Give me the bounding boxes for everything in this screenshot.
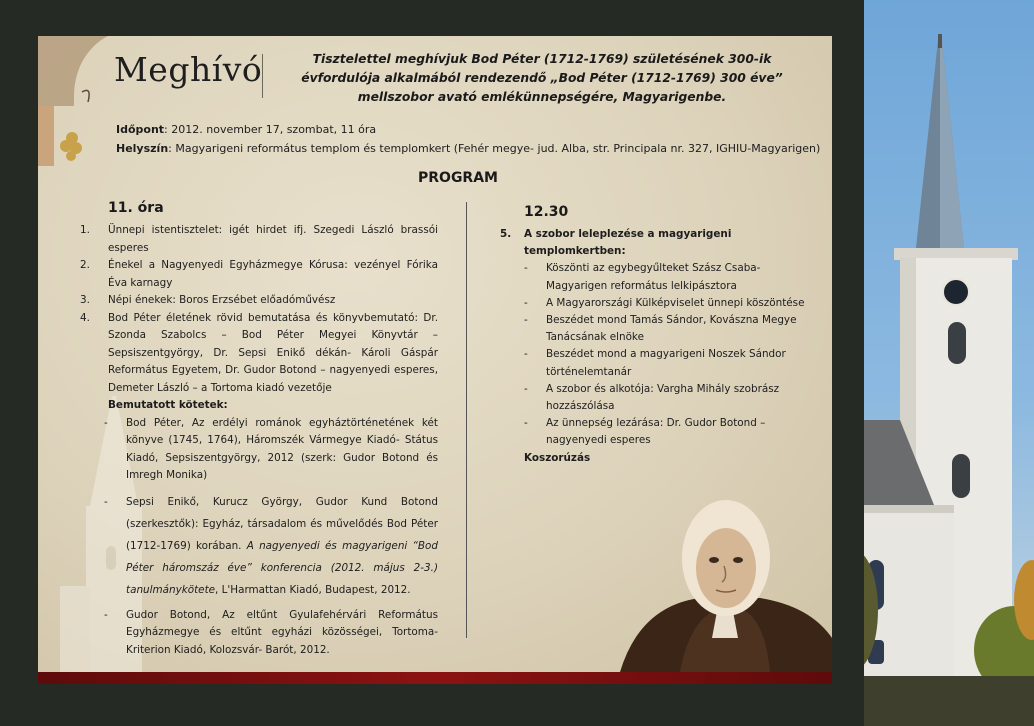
list-item: 3. Népi énekek: Boros Erzsébet előadóművész bbox=[80, 294, 336, 306]
list-item: 2. Énekel a Nagyenyedi Egyházmegye Kórusa: vezényel Fórika Éva karnagy bbox=[80, 259, 438, 289]
sub-item: - Beszédet mond a magyarigeni Noszek Sándor történelemtanár bbox=[524, 348, 786, 378]
bod-peter-portrait bbox=[620, 488, 832, 672]
list-item: 5. A szobor leleplezése a magyarigeni templomkertben: bbox=[500, 228, 732, 258]
date-value: : 2012. november 17, szombat, 11 óra bbox=[164, 123, 377, 136]
title-divider bbox=[262, 54, 263, 98]
invitation-text: Tisztelettel meghívjuk Bod Péter (1712-1769) születésének 300-ik évfordulója alkalmából rendezendő „Bod Péter (1712-1769) 300 éve” mellszobor avató emlékünnepségére, Magyarigenbe. bbox=[301, 52, 783, 104]
right-column bbox=[500, 226, 810, 467]
book-item: - Sepsi Enikő, Kurucz György, Gudor Kund Botond (szerkesztők): Egyház, társadalom és művelődés Bod Péter (1712-1769) korában. A nagyenyedi és magyarigeni “Bod Péter háromszáz éve” konferencia (2012. május 2-3.) tanulmánykötete, L'Harmattan Kiadó, Budapest, 2012. bbox=[104, 495, 439, 596]
right-time: 12.30 bbox=[524, 204, 569, 220]
date-line bbox=[116, 123, 376, 136]
book-item: - Bod Péter, Az erdélyi románok egyháztörténetének két könyve (1745, 1764), Háromszék Vármegye Kiadó- Státus Kiadó, Sepsiszentgyörgy, 2012 (szerk: Gudor Botond és Imregh Monika) bbox=[104, 416, 438, 481]
page-title: Meghívó bbox=[114, 50, 263, 89]
date-label: Időpont bbox=[116, 123, 165, 136]
sub-item: - Beszédet mond Tamás Sándor, Kovászna Megye Tanácsának elnöke bbox=[524, 314, 797, 344]
bottom-red-bar bbox=[38, 672, 832, 684]
church-photo bbox=[864, 0, 1034, 726]
sub-item: - A Magyarországi Külképviselet ünnepi köszöntése bbox=[524, 296, 805, 309]
invitation-card bbox=[38, 36, 832, 672]
program-heading: PROGRAM bbox=[418, 170, 498, 186]
books-heading: Bemutatott kötetek: bbox=[108, 399, 228, 411]
closing-text: Koszorúzás bbox=[524, 451, 591, 464]
ornament-column-icon bbox=[38, 36, 108, 166]
venue-value: : Magyarigeni református templom és templomkert (Fehér megye- jud. Alba, str. Principala nr. 327, IGHIU-Magyarigen) bbox=[168, 142, 821, 155]
venue-label: Helyszín bbox=[116, 142, 169, 155]
left-time: 11. óra bbox=[108, 200, 164, 216]
book-item: - Gudor Botond, Az eltűnt Gyulafehérvári Református Egyházmegye és eltűnt egyházi közösségei, Tortoma-Kriterion Kiadó, Kolozsvár- Barót, 2012. bbox=[104, 608, 438, 656]
list-item: 4. Bod Péter életének rövid bemutatása és könyvbemutató: Dr. Szonda Szabolcs – Bod Péter Megyei Könyvtár – Sepsiszentgyörgy, Dr. Sepsi Enikő dékán- Károli Gáspár Református Egyetem, Dr. Gudor Botond – nagyenyedi esperes, Demeter László – a Tortoma kiadó vezetője bbox=[80, 311, 438, 394]
sub-item: - Köszönti az egybegyűlteket Szász Csaba- Magyarigen református lelkipásztora bbox=[524, 262, 761, 292]
list-item: 1. Ünnepi istentisztelet: igét hirdet ifj. Szegedi László brassói esperes bbox=[80, 224, 438, 254]
sub-item: - Az ünnepség lezárása: Dr. Gudor Botond – nagyenyedi esperes bbox=[524, 417, 766, 447]
column-divider bbox=[466, 202, 467, 638]
left-column bbox=[80, 222, 438, 659]
sub-item: - A szobor és alkotója: Vargha Mihály szobrász hozzászólása bbox=[524, 382, 780, 413]
venue-line bbox=[116, 142, 820, 155]
